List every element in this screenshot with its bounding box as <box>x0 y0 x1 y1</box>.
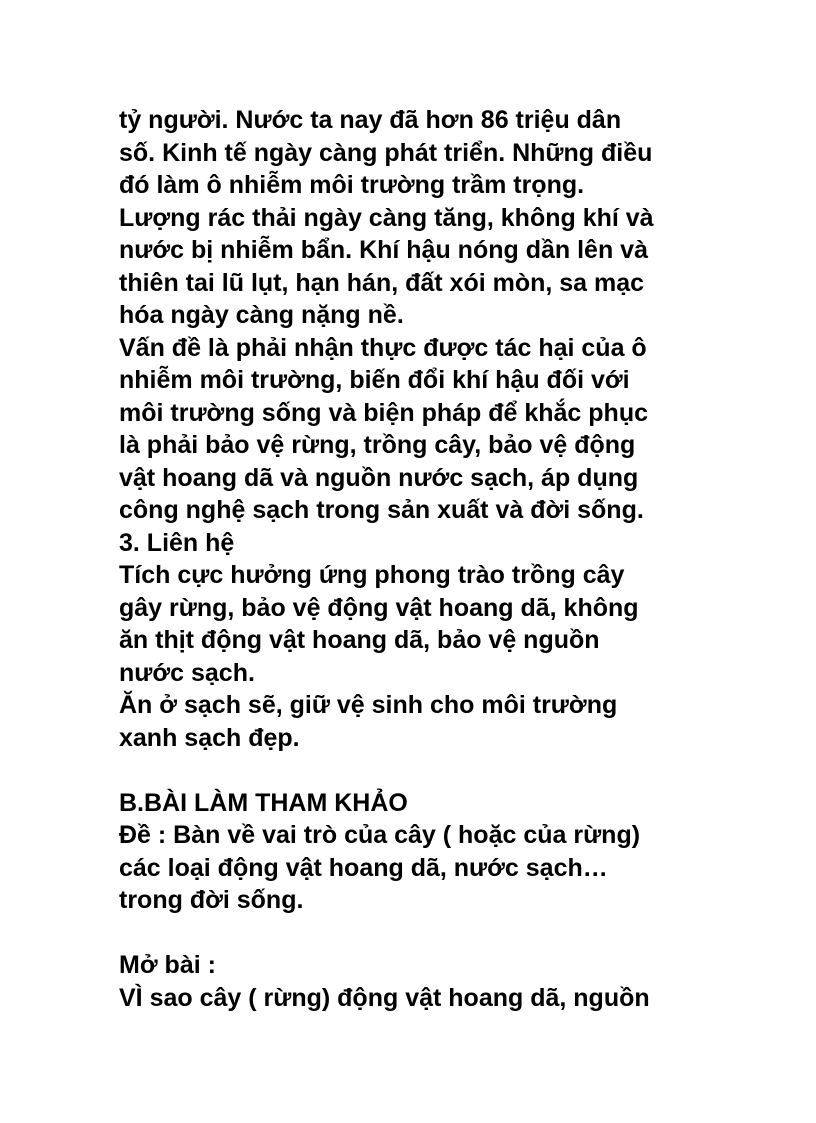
text-line: vật hoang dã và nguồn nước sạch, áp dụng <box>119 463 639 492</box>
text-line: là phải bảo vệ rừng, trồng cây, bảo vệ động <box>119 431 636 459</box>
section-heading: 3. Liên hệ <box>119 528 235 557</box>
blank-line <box>119 754 809 787</box>
section-heading: B.BÀI LÀM THAM KHẢO <box>119 788 408 817</box>
text-line: nước sạch. <box>119 658 255 687</box>
text-line: công nghệ sạch trong sản xuất và đời sống. <box>119 496 644 524</box>
blank-line <box>119 917 809 950</box>
text-line: các loại động vật hoang dã, nước sạch… <box>119 853 608 882</box>
text-line: Tích cực hưởng ứng phong trào trồng cây <box>119 561 625 589</box>
text-line: Ăn ở sạch sẽ, giữ vệ sinh cho môi trường <box>119 691 618 719</box>
text-line: thiên tai lũ lụt, hạn hán, đất xói mòn, sa mạc <box>119 268 645 297</box>
text-line: đó làm ô nhiễm môi trường trầm trọng. <box>119 171 585 199</box>
text-line: gây rừng, bảo vệ động vật hoang dã, không <box>119 593 639 622</box>
text-line: VÌ sao cây ( rừng) động vật hoang dã, nguồn <box>119 983 650 1012</box>
text-line: tỷ người. Nước ta nay đã hơn 86 triệu dân <box>119 106 622 134</box>
text-line: số. Kinh tế ngày càng phát triển. Những điều <box>119 138 653 167</box>
text-line: hóa ngày càng nặng nề. <box>119 301 404 329</box>
document-body <box>119 104 809 1014</box>
text-line: Đề : Bàn về vai trò của cây ( hoặc của rừng) <box>119 821 641 849</box>
text-line: Lượng rác thải ngày càng tăng, không khí và <box>119 203 654 232</box>
text-line: Vấn đề là phải nhận thực được tác hại của ô <box>119 333 647 362</box>
section-heading: Mở bài : <box>119 951 216 979</box>
text-line: xanh sạch đẹp. <box>119 723 300 752</box>
text-line: nước bị nhiễm bẩn. Khí hậu nóng dần lên và <box>119 236 648 264</box>
text-line: nhiễm môi trường, biến đổi khí hậu đối với <box>119 366 630 394</box>
text-line: trong đời sống. <box>119 886 304 914</box>
text-line: ăn thịt động vật hoang dã, bảo vệ nguồn <box>119 626 600 654</box>
text-line: môi trường sống và biện pháp để khắc phục <box>119 398 648 427</box>
